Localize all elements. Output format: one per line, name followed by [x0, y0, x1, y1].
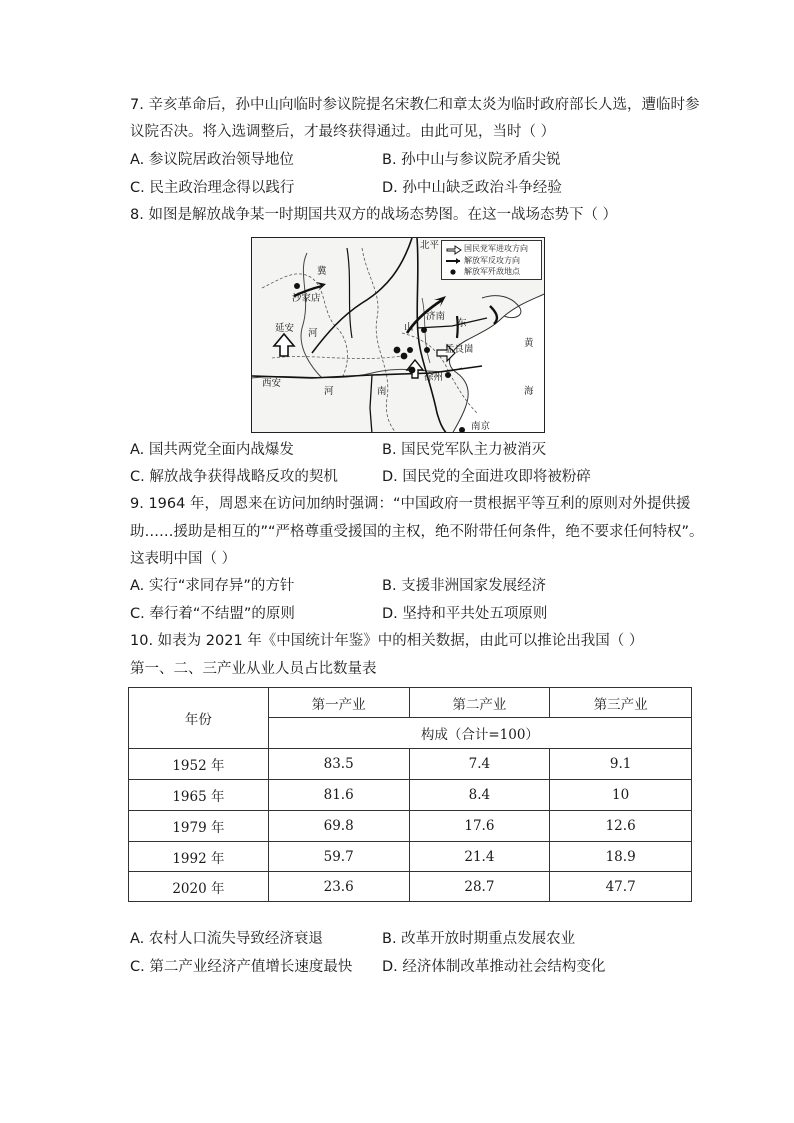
map-label-menglianggu: 孟良崮	[445, 344, 474, 355]
legend-nationalist-attack: 国民党军进攻方向	[464, 244, 528, 253]
q8-option-b[interactable]: B. 国民党军队主力被消灭	[382, 442, 547, 458]
q8-option-a[interactable]: A. 国共两党全面内战爆发	[130, 442, 294, 458]
map-label-henan-he: 河	[324, 386, 334, 397]
map-label-huang: 黄	[524, 338, 534, 349]
table-header-row	[129, 688, 692, 718]
map-label-xuzhou: 徐州	[424, 372, 444, 383]
cell-primary: 23.6	[268, 872, 409, 902]
table-row	[129, 872, 692, 902]
map-label-shajiadian: 沙家店	[292, 293, 321, 304]
table-row	[129, 842, 692, 872]
legend-annihilation-point: 解放军歼敌地点	[464, 267, 520, 276]
cell-primary: 59.7	[268, 842, 409, 872]
map-label-hai: 海	[524, 386, 534, 397]
map-legend	[441, 240, 542, 280]
cell-secondary: 21.4	[409, 842, 550, 872]
q7-option-a[interactable]: A. 参议院居政治领导地位	[130, 152, 294, 168]
cell-primary: 69.8	[268, 811, 409, 842]
map-label-dong: 东	[457, 318, 467, 329]
q9-stem-line1: 9. 1964 年，周恩来在访问加纳时强调：“中国政府一贯根据平等互利的原则对外提供援	[130, 496, 691, 512]
q8-option-d[interactable]: D. 国民党的全面进攻即将被粉碎	[382, 469, 591, 485]
row-year: 2020 年	[129, 872, 269, 902]
cell-tertiary: 12.6	[550, 811, 692, 842]
map-label-nanjing: 南京	[471, 421, 491, 432]
map-label-jinan: 济南	[426, 311, 446, 322]
header-secondary: 第二产业	[409, 688, 550, 718]
q7-option-c[interactable]: C. 民主政治理念得以践行	[130, 180, 295, 196]
q10-stem: 10. 如表为 2021 年《中国统计年鉴》中的相关数据，由此可以推论出我国（ ）	[130, 633, 644, 649]
q10-table-title: 第一、二、三产业从业人员占比数量表	[130, 661, 377, 677]
map-label-yanan: 延安	[275, 323, 295, 334]
map-label-ji: 冀	[317, 266, 327, 277]
q10-option-b[interactable]: B. 改革开放时期重点发展农业	[382, 931, 576, 947]
row-year: 1992 年	[129, 842, 269, 872]
q9-option-c[interactable]: C. 奉行着“不结盟”的原则	[130, 606, 295, 622]
q9-option-a[interactable]: A. 实行“求同存异”的方针	[130, 578, 295, 594]
q10-option-a[interactable]: A. 农村人口流失导致经济衰退	[130, 931, 323, 947]
composition-subheader: 构成（合计=100）	[268, 718, 691, 749]
table-row	[129, 811, 692, 842]
map-label-beiping: 北平	[420, 240, 440, 251]
cell-secondary: 8.4	[409, 780, 550, 811]
map-label-he-river: 河	[308, 328, 318, 339]
year-header: 年份	[129, 688, 269, 749]
cell-secondary: 7.4	[409, 749, 550, 780]
q8-option-c[interactable]: C. 解放战争获得战略反攻的契机	[130, 469, 338, 485]
battlefield-map	[251, 237, 545, 433]
map-label-henan-nan: 南	[377, 386, 387, 397]
q10-option-c[interactable]: C. 第二产业经济产值增长速度最快	[130, 959, 353, 975]
q7-stem-line1: 7. 辛亥革命后，孙中山向临时参议院提名宋教仁和章太炎为临时政府部长人选，遭临时参	[130, 97, 700, 113]
q9-option-d[interactable]: D. 坚持和平共处五项原则	[382, 606, 548, 622]
q9-stem-line2: 助……援助是相互的”“严格尊重受援国的主权，绝不附带任何条件，绝不要求任何特权”。	[130, 524, 704, 540]
map-label-xian: 西安	[262, 378, 282, 389]
row-year: 1952 年	[129, 749, 269, 780]
cell-secondary: 28.7	[409, 872, 550, 902]
table-row	[129, 749, 692, 780]
cell-primary: 83.5	[268, 749, 409, 780]
legend-pla-counterattack: 解放军反攻方向	[464, 256, 520, 265]
q7-option-d[interactable]: D. 孙中山缺乏政治斗争经验	[382, 180, 562, 196]
cell-tertiary: 9.1	[550, 749, 692, 780]
row-year: 1979 年	[129, 811, 269, 842]
q8-stem: 8. 如图是解放战争某一时期国共双方的战场态势图。在这一战场态势下（ ）	[130, 207, 618, 223]
row-year: 1965 年	[129, 780, 269, 811]
map-label-shan: 山	[404, 322, 414, 333]
header-primary: 第一产业	[268, 688, 409, 718]
cell-tertiary: 18.9	[550, 842, 692, 872]
cell-tertiary: 47.7	[550, 872, 692, 902]
table-row	[129, 780, 692, 811]
q7-option-b[interactable]: B. 孙中山与参议院矛盾尖锐	[382, 152, 561, 168]
q7-stem-line2: 议院否决。将入选调整后，才最终获得通过。由此可见，当时（ ）	[130, 124, 556, 140]
q9-option-b[interactable]: B. 支援非洲国家发展经济	[382, 578, 547, 594]
employment-share-table	[128, 687, 692, 902]
cell-tertiary: 10	[550, 780, 692, 811]
cell-secondary: 17.6	[409, 811, 550, 842]
q10-option-d[interactable]: D. 经济体制改革推动社会结构变化	[382, 959, 606, 975]
cell-primary: 81.6	[268, 780, 409, 811]
header-tertiary: 第三产业	[550, 688, 692, 718]
q9-stem-line3: 这表明中国（ ）	[130, 551, 237, 567]
